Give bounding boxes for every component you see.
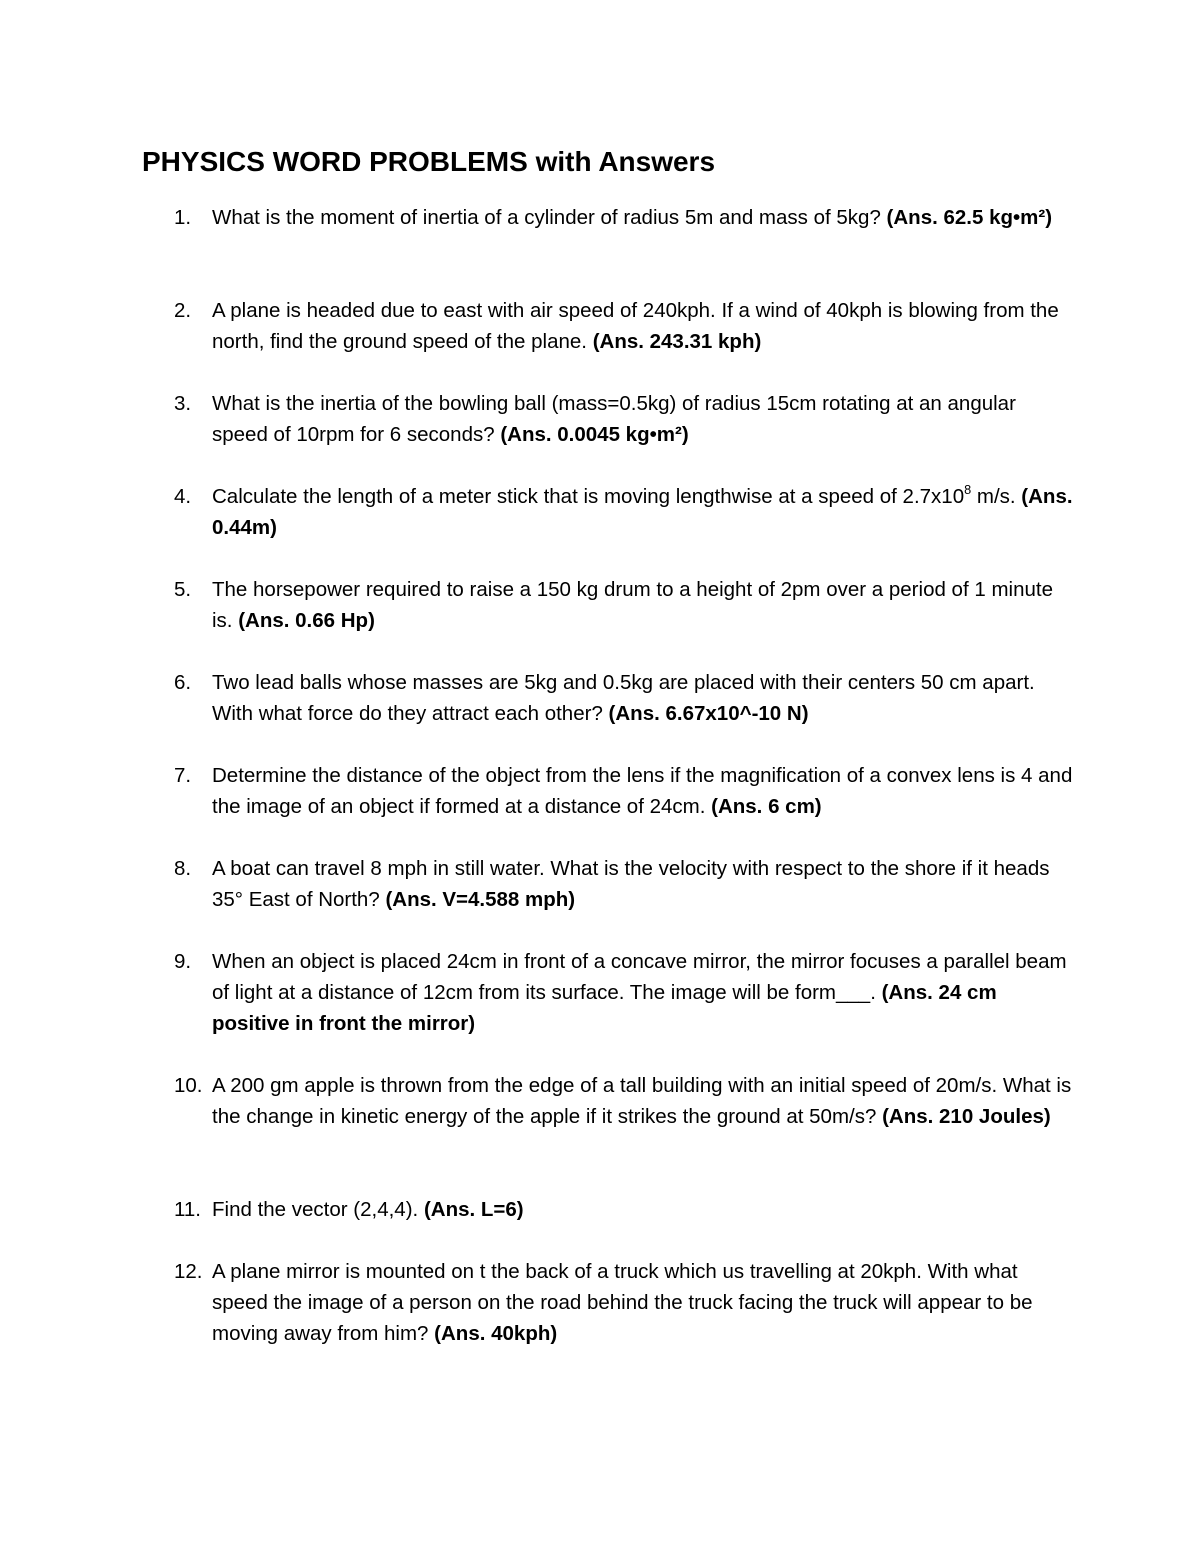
problem-answer: (Ans. 24 cm positive in front the mirror) xyxy=(212,981,997,1035)
problem-question: A boat can travel 8 mph in still water. What is the velocity with respect to the shore if it heads 35° East of North? xyxy=(212,857,1050,911)
problem-number: 1. xyxy=(174,206,192,229)
problem-number: 2. xyxy=(174,299,192,322)
problem-body xyxy=(212,946,1077,1039)
problem-question: Find the vector (2,4,4). xyxy=(212,1198,419,1221)
problem-question xyxy=(212,481,1016,508)
problem-item xyxy=(142,574,1077,636)
problem-question: What is the moment of inertia of a cylinder of radius 5m and mass of 5kg? xyxy=(212,206,881,229)
problem-body xyxy=(212,295,1077,357)
problem-answer: (Ans. 210 Joules) xyxy=(882,1105,1051,1128)
problem-item xyxy=(142,760,1077,822)
problem-number: 3. xyxy=(174,392,192,415)
problem-body xyxy=(212,1194,1077,1225)
problem-answer: (Ans. 6.67x10^-10 N) xyxy=(608,702,809,725)
problem-question: A plane is headed due to east with air speed of 240kph. If a wind of 40kph is blowing from the north, find the ground speed of the plane. xyxy=(212,299,1059,353)
problem-item xyxy=(142,388,1077,450)
problem-answer: (Ans. V=4.588 mph) xyxy=(385,888,576,911)
problem-answer: (Ans. 40kph) xyxy=(434,1322,558,1345)
problem-number: 6. xyxy=(174,671,192,694)
problem-body xyxy=(212,1070,1077,1132)
problem-question: A 200 gm apple is thrown from the edge of a tall building with an initial speed of 20m/s. What is the change in kinetic energy of the apple if it strikes the ground at 50m/s? xyxy=(212,1074,1072,1128)
problem-item xyxy=(142,481,1077,543)
problem-number: 4. xyxy=(174,485,192,508)
problem-question: What is the inertia of the bowling ball (mass=0.5kg) of radius 15cm rotating at an angular speed of 10rpm for 6 seconds? xyxy=(212,392,1016,446)
page-title: PHYSICS WORD PROBLEMS with Answers xyxy=(142,146,716,177)
problem-item xyxy=(142,667,1077,729)
problem-item xyxy=(142,946,1077,1039)
problem-number: 11. xyxy=(174,1198,201,1221)
problem-answer: (Ans. 6 cm) xyxy=(711,795,822,818)
problem-body xyxy=(212,760,1077,822)
problem-question: A plane mirror is mounted on t the back of a truck which us travelling at 20kph. With what speed the image of a person on the road behind the truck facing the truck will appear to be moving away from him? xyxy=(212,1260,1033,1345)
problem-body xyxy=(212,574,1077,636)
problem-number: 5. xyxy=(174,578,192,601)
problem-item xyxy=(142,295,1077,357)
problem-answer: (Ans. 0.0045 kg•m²) xyxy=(500,423,689,446)
problem-answer: (Ans. 62.5 kg•m²) xyxy=(886,206,1053,229)
problem-answer: (Ans. 0.44m) xyxy=(212,485,1073,539)
problem-body xyxy=(212,667,1077,729)
problem-body xyxy=(212,388,1077,450)
problem-answer: (Ans. 0.66 Hp) xyxy=(238,609,375,632)
problem-item xyxy=(142,853,1077,915)
problem-number: 7. xyxy=(174,764,192,787)
problem-question: Determine the distance of the object from the lens if the magnification of a convex lens is 4 and the image of an object if formed at a distance of 24cm. xyxy=(212,764,1073,818)
problem-body xyxy=(212,853,1077,915)
problem-question: The horsepower required to raise a 150 kg drum to a height of 2pm over a period of 1 minute is. xyxy=(212,578,1053,632)
problem-number: 8. xyxy=(174,857,192,880)
problem-body xyxy=(212,1256,1077,1349)
exponent: 8 xyxy=(964,481,972,497)
problem-number: 12. xyxy=(174,1260,203,1283)
problem-item xyxy=(142,1194,1077,1225)
problem-question: When an object is placed 24cm in front of a concave mirror, the mirror focuses a parallel beam of light at a distance of 12cm from its surface. The image will be form___. xyxy=(212,950,1067,1004)
problem-body xyxy=(212,481,1077,543)
problem-item xyxy=(142,1256,1077,1349)
problem-body xyxy=(212,202,1077,233)
problem-answer: (Ans. 243.31 kph) xyxy=(592,330,762,353)
question-text-tail: m/s. xyxy=(971,485,1016,508)
problem-question: Two lead balls whose masses are 5kg and 0.5kg are placed with their centers 50 cm apart. With what force do they attract each other? xyxy=(212,671,1035,725)
question-text: Calculate the length of a meter stick that is moving lengthwise at a speed of 2.7x10 xyxy=(212,485,965,508)
problem-number: 9. xyxy=(174,950,192,973)
problem-item xyxy=(142,202,1077,233)
problem-number: 10. xyxy=(174,1074,203,1097)
problem-answer: (Ans. L=6) xyxy=(423,1198,524,1221)
problem-item xyxy=(142,1070,1077,1132)
